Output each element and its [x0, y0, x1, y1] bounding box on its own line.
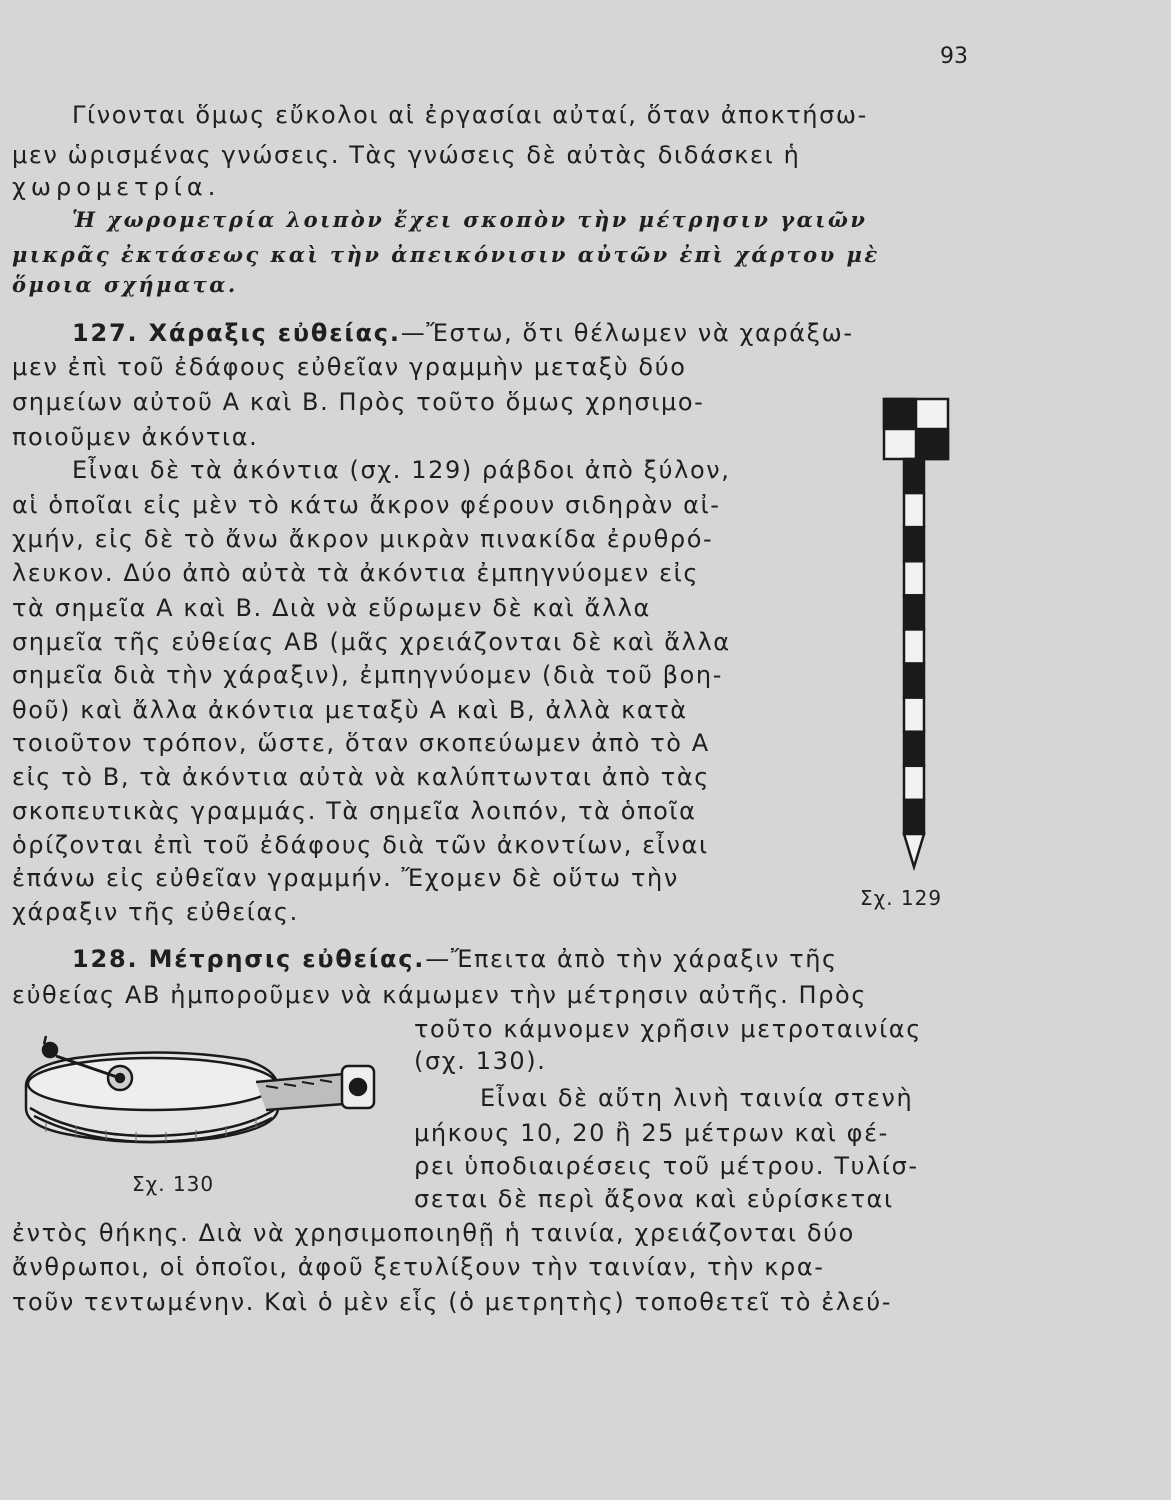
- text-line: θοῦ) καὶ ἄλλα ἀκόντια μεταξὺ Α καὶ Β, ἀλλὰ κατὰ: [12, 696, 688, 724]
- text-line: Εἶναι δὲ αὕτη λινὴ ταινία στενὴ: [480, 1084, 914, 1112]
- text-line: εἰς τὸ Β, τὰ ἀκόντια αὐτὰ νὰ καλύπτωνται ἀπὸ τὰς: [12, 763, 710, 791]
- text-line: Εἶναι δὲ τὰ ἀκόντια (σχ. 129) ράβδοι ἀπὸ ξύλον,: [72, 456, 731, 484]
- section-127-first-line: [72, 318, 854, 348]
- pole-segment: [904, 595, 924, 629]
- pole-segment: [904, 698, 924, 732]
- definition-line: ὅμοια σχήματα.: [12, 272, 238, 297]
- section-128-first-line-text: —Ἔπειτα ἀπὸ τὴν χάραξιν τῆς: [425, 945, 838, 973]
- section-127-first-line-text: —Ἔστω, ὅτι θέλωμεν νὰ χαράξω-: [400, 319, 854, 347]
- text-line: (σχ. 130).: [414, 1047, 547, 1075]
- figure-130-caption: Σχ. 130: [132, 1172, 215, 1196]
- pole-segment: [904, 527, 924, 561]
- pole-segment: [904, 664, 924, 698]
- text-line: ἄνθρωποι, οἱ ὁποῖοι, ἀφοῦ ξετυλίξουν τὴν ταινίαν, τὴν κρα-: [12, 1253, 825, 1281]
- text-line: εὐθείας ΑΒ ἠμποροῦμεν νὰ κάμωμεν τὴν μέτρησιν αὐτῆς. Πρὸς: [12, 981, 868, 1009]
- text-line: τοῦτο κάμνομεν χρῆσιν μετροταινίας: [414, 1015, 922, 1043]
- pole-segment: [904, 493, 924, 527]
- figure-129-caption: Σχ. 129: [860, 886, 943, 910]
- text-line: μεν ὡρισμένας γνώσεις. Τὰς γνώσεις δὲ αὐτὰς διδάσκει ἡ: [12, 141, 801, 169]
- page-number: 93: [940, 44, 968, 69]
- text-line: ποιοῦμεν ἀκόντια.: [12, 423, 259, 451]
- text-line: σκοπευτικὰς γραμμάς. Τὰ σημεῖα λοιπόν, τὰ ὁποῖα: [12, 797, 697, 825]
- text-line: χάραξιν τῆς εὐθείας.: [12, 898, 299, 926]
- text-line: Γίνονται ὅμως εὔκολοι αἱ ἐργασίαι αὐταί, ὅταν ἀποκτήσω-: [72, 101, 868, 129]
- text-line: χμήν, εἰς δὲ τὸ ἄνω ἄκρον μικρὰν πινακίδα ἐρυθρό-: [12, 525, 714, 553]
- definition-line: Ἡ χωρομετρία λοιπὸν ἔχει σκοπὸν τὴν μέτρησιν γαιῶν: [72, 207, 868, 232]
- text-line: σημεῖα τῆς εὐθείας ΑΒ (μᾶς χρειάζονται δὲ καὶ ἄλλα: [12, 628, 731, 656]
- text-line: σημείων αὐτοῦ Α καὶ Β. Πρὸς τοῦτο ὅμως χρησιμο-: [12, 388, 705, 416]
- pole-segment: [904, 800, 924, 834]
- text-line: ὁρίζονται ἐπὶ τοῦ ἐδάφους διὰ τῶν ἀκοντίων, εἶναι: [12, 831, 709, 859]
- term-chorometria: χωρομετρία.: [12, 173, 221, 201]
- text-line: ἐντὸς θήκης. Διὰ νὰ χρησιμοποιηθῇ ἡ ταινία, χρειάζονται δύο: [12, 1219, 855, 1247]
- text-line: μήκους 10, 20 ἢ 25 μέτρων καὶ φέ-: [414, 1119, 889, 1147]
- text-line: τοιοῦτον τρόπον, ὥστε, ὅταν σκοπεύωμεν ἀπὸ τὸ Α: [12, 729, 710, 757]
- text-line: αἱ ὁποῖαι εἰς μὲν τὸ κάτω ἄκρον φέρουν σιδηρὰν αἰ-: [12, 491, 721, 519]
- section-127-heading: 127. Χάραξις εὐθείας.: [72, 319, 401, 347]
- pole-segment: [904, 766, 924, 800]
- definition-line: μικρᾶς ἐκτάσεως καὶ τὴν ἀπεικόνισιν αὐτῶν ἐπὶ χάρτου μὲ: [12, 242, 880, 267]
- text-line: σεται δὲ περὶ ἄξονα καὶ εὑρίσκεται: [414, 1185, 894, 1213]
- figure-130-measuring-tape: [16, 1026, 386, 1176]
- section-128-first-line: [72, 944, 838, 974]
- pole-body: [904, 459, 924, 834]
- figure-129-range-pole: [878, 393, 958, 873]
- pole-segment: [904, 629, 924, 663]
- text-line: σημεῖα διὰ τὴν χάραξιν), ἐμπηγνύομεν (διὰ τοῦ βοη-: [12, 661, 723, 689]
- text-line: μεν ἐπὶ τοῦ ἐδάφους εὐθεῖαν γραμμὴν μεταξὺ δύο: [12, 353, 687, 381]
- pole-segment: [904, 561, 924, 595]
- pole-segment: [904, 732, 924, 766]
- text-line: τὰ σημεῖα Α καὶ Β. Διὰ νὰ εὕρωμεν δὲ καὶ ἄλλα: [12, 594, 651, 622]
- text-line: ρει ὑποδιαιρέσεις τοῦ μέτρου. Τυλίσ-: [414, 1152, 919, 1180]
- section-128-heading: 128. Μέτρησις εὐθείας.: [72, 945, 426, 973]
- pole-segment: [904, 459, 924, 493]
- text-line: λευκον. Δύο ἀπὸ αὐτὰ τὰ ἀκόντια ἐμπηγνύομεν εἰς: [12, 559, 700, 587]
- text-line: ἐπάνω εἰς εὐθεῖαν γραμμήν. Ἔχομεν δὲ οὕτω τὴν: [12, 864, 679, 892]
- text-line: τοῦν τεντωμένην. Καὶ ὁ μὲν εἷς (ὁ μετρητὴς) τοποθετεῖ τὸ ἐλεύ-: [12, 1288, 892, 1316]
